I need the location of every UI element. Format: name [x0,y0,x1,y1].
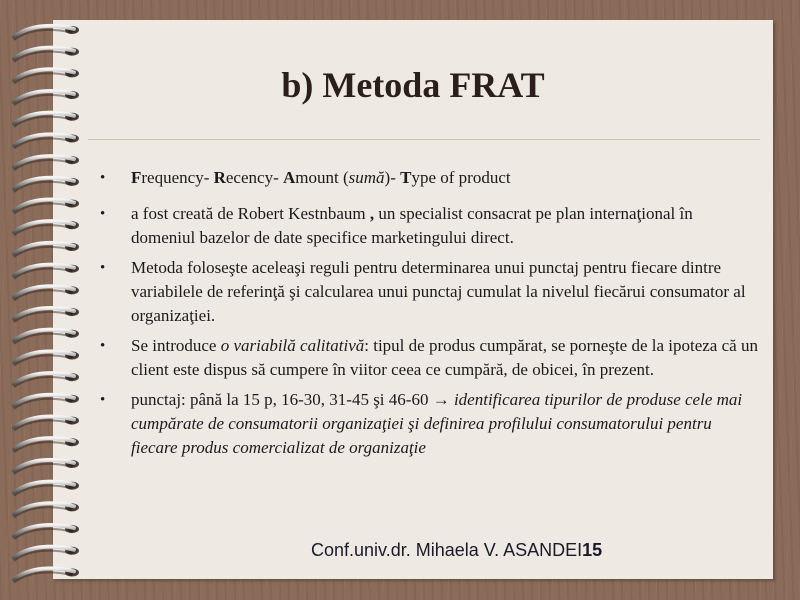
bullet-dot: • [100,338,106,354]
bullet-dot: • [100,260,106,276]
scoring-text: punctaj: până la 15 p, 16-30, 31-45 şi 46-60 [131,390,433,409]
frat-close: )- [384,168,401,187]
spiral-ring [14,134,79,148]
spiral-ring [14,417,79,431]
bullet-dot: • [100,392,106,408]
spiral-ring [14,48,79,62]
bullet-qualitative-variable [100,334,760,382]
bullet-scoring [100,388,760,460]
spiral-ring [14,503,79,517]
title-divider [88,139,760,140]
bullet-method-rules [100,256,760,328]
spiral-ring [14,221,79,235]
frat-word-f: requency- [141,168,214,187]
spiral-ring [14,178,79,192]
bullet-frat-definition [100,166,760,190]
frat-word-t: ype of product [411,168,511,187]
frat-word-a: mount ( [295,168,349,187]
spiral-ring [14,308,79,322]
spiral-ring [14,330,79,344]
spiral-ring [14,525,79,539]
method-rules-text: Metoda foloseşte aceleaşi reguli pentru determinarea unui punctaj pentru fiecare dintre variabilele de referinţă şi calcularea unui punctaj cumulat la nivelul fiecărui consumator al organizaţiei. [131,258,746,325]
frat-word-r: ecency- [225,168,283,187]
spiral-ring [14,438,79,452]
creator-comma: , [365,204,379,223]
spiral-ring [14,373,79,387]
page-number: 15 [582,540,603,560]
bullet-dot: • [100,170,106,186]
frat-letter-a: A [282,168,296,187]
spiral-ring [14,482,79,496]
spiral-ring [14,26,79,40]
spiral-ring [14,547,79,561]
footer-author: Conf.univ.dr. Mihaela V. ASANDEI [311,540,583,560]
bullet-creator [100,202,760,250]
bullet-list [100,166,760,460]
spiral-ring [14,243,79,257]
qualitative-text-1: Se introduce [131,336,221,355]
spiral-ring [14,351,79,365]
qualitative-italic: o variabilă calitativă [220,336,365,355]
frat-letter-f: F [131,168,142,187]
frat-suma: sumă [348,168,385,187]
slide-title: b) Metoda FRAT [281,65,545,105]
frat-letter-t: T [400,168,412,187]
qualitative-text-2: : tipul de produs cumpărat, se porneşte de la ipoteza că un client este dispus să cumpere în viitor ceea ce cumpără, de obicei, în prezent. [131,336,758,379]
spiral-ring [14,156,79,170]
creator-text-1: a fost creată de Robert Kestnbaum [131,204,366,223]
spiral-ring [14,265,79,279]
bullet-dot: • [100,206,106,222]
slide-footer [311,540,602,561]
arrow-icon: → [432,390,450,409]
spiral-ring [14,286,79,300]
scoring-italic: identificarea tipurilor de produse cele mai cumpărate de consumatorii organizaţiei şi definirea profilului consumatorului pentru fiecare produs comercializat de organizaţie [131,390,743,457]
creator-text-2: un specialist consacrat pe plan internaţional în domeniul bazelor de date specifice marketingului direct. [131,204,693,247]
spiral-ring [14,395,79,409]
spiral-ring [14,200,79,214]
frat-letter-r: R [213,168,226,187]
spiral-ring [14,568,79,582]
spiral-ring [14,113,79,127]
spiral-ring [14,460,79,474]
